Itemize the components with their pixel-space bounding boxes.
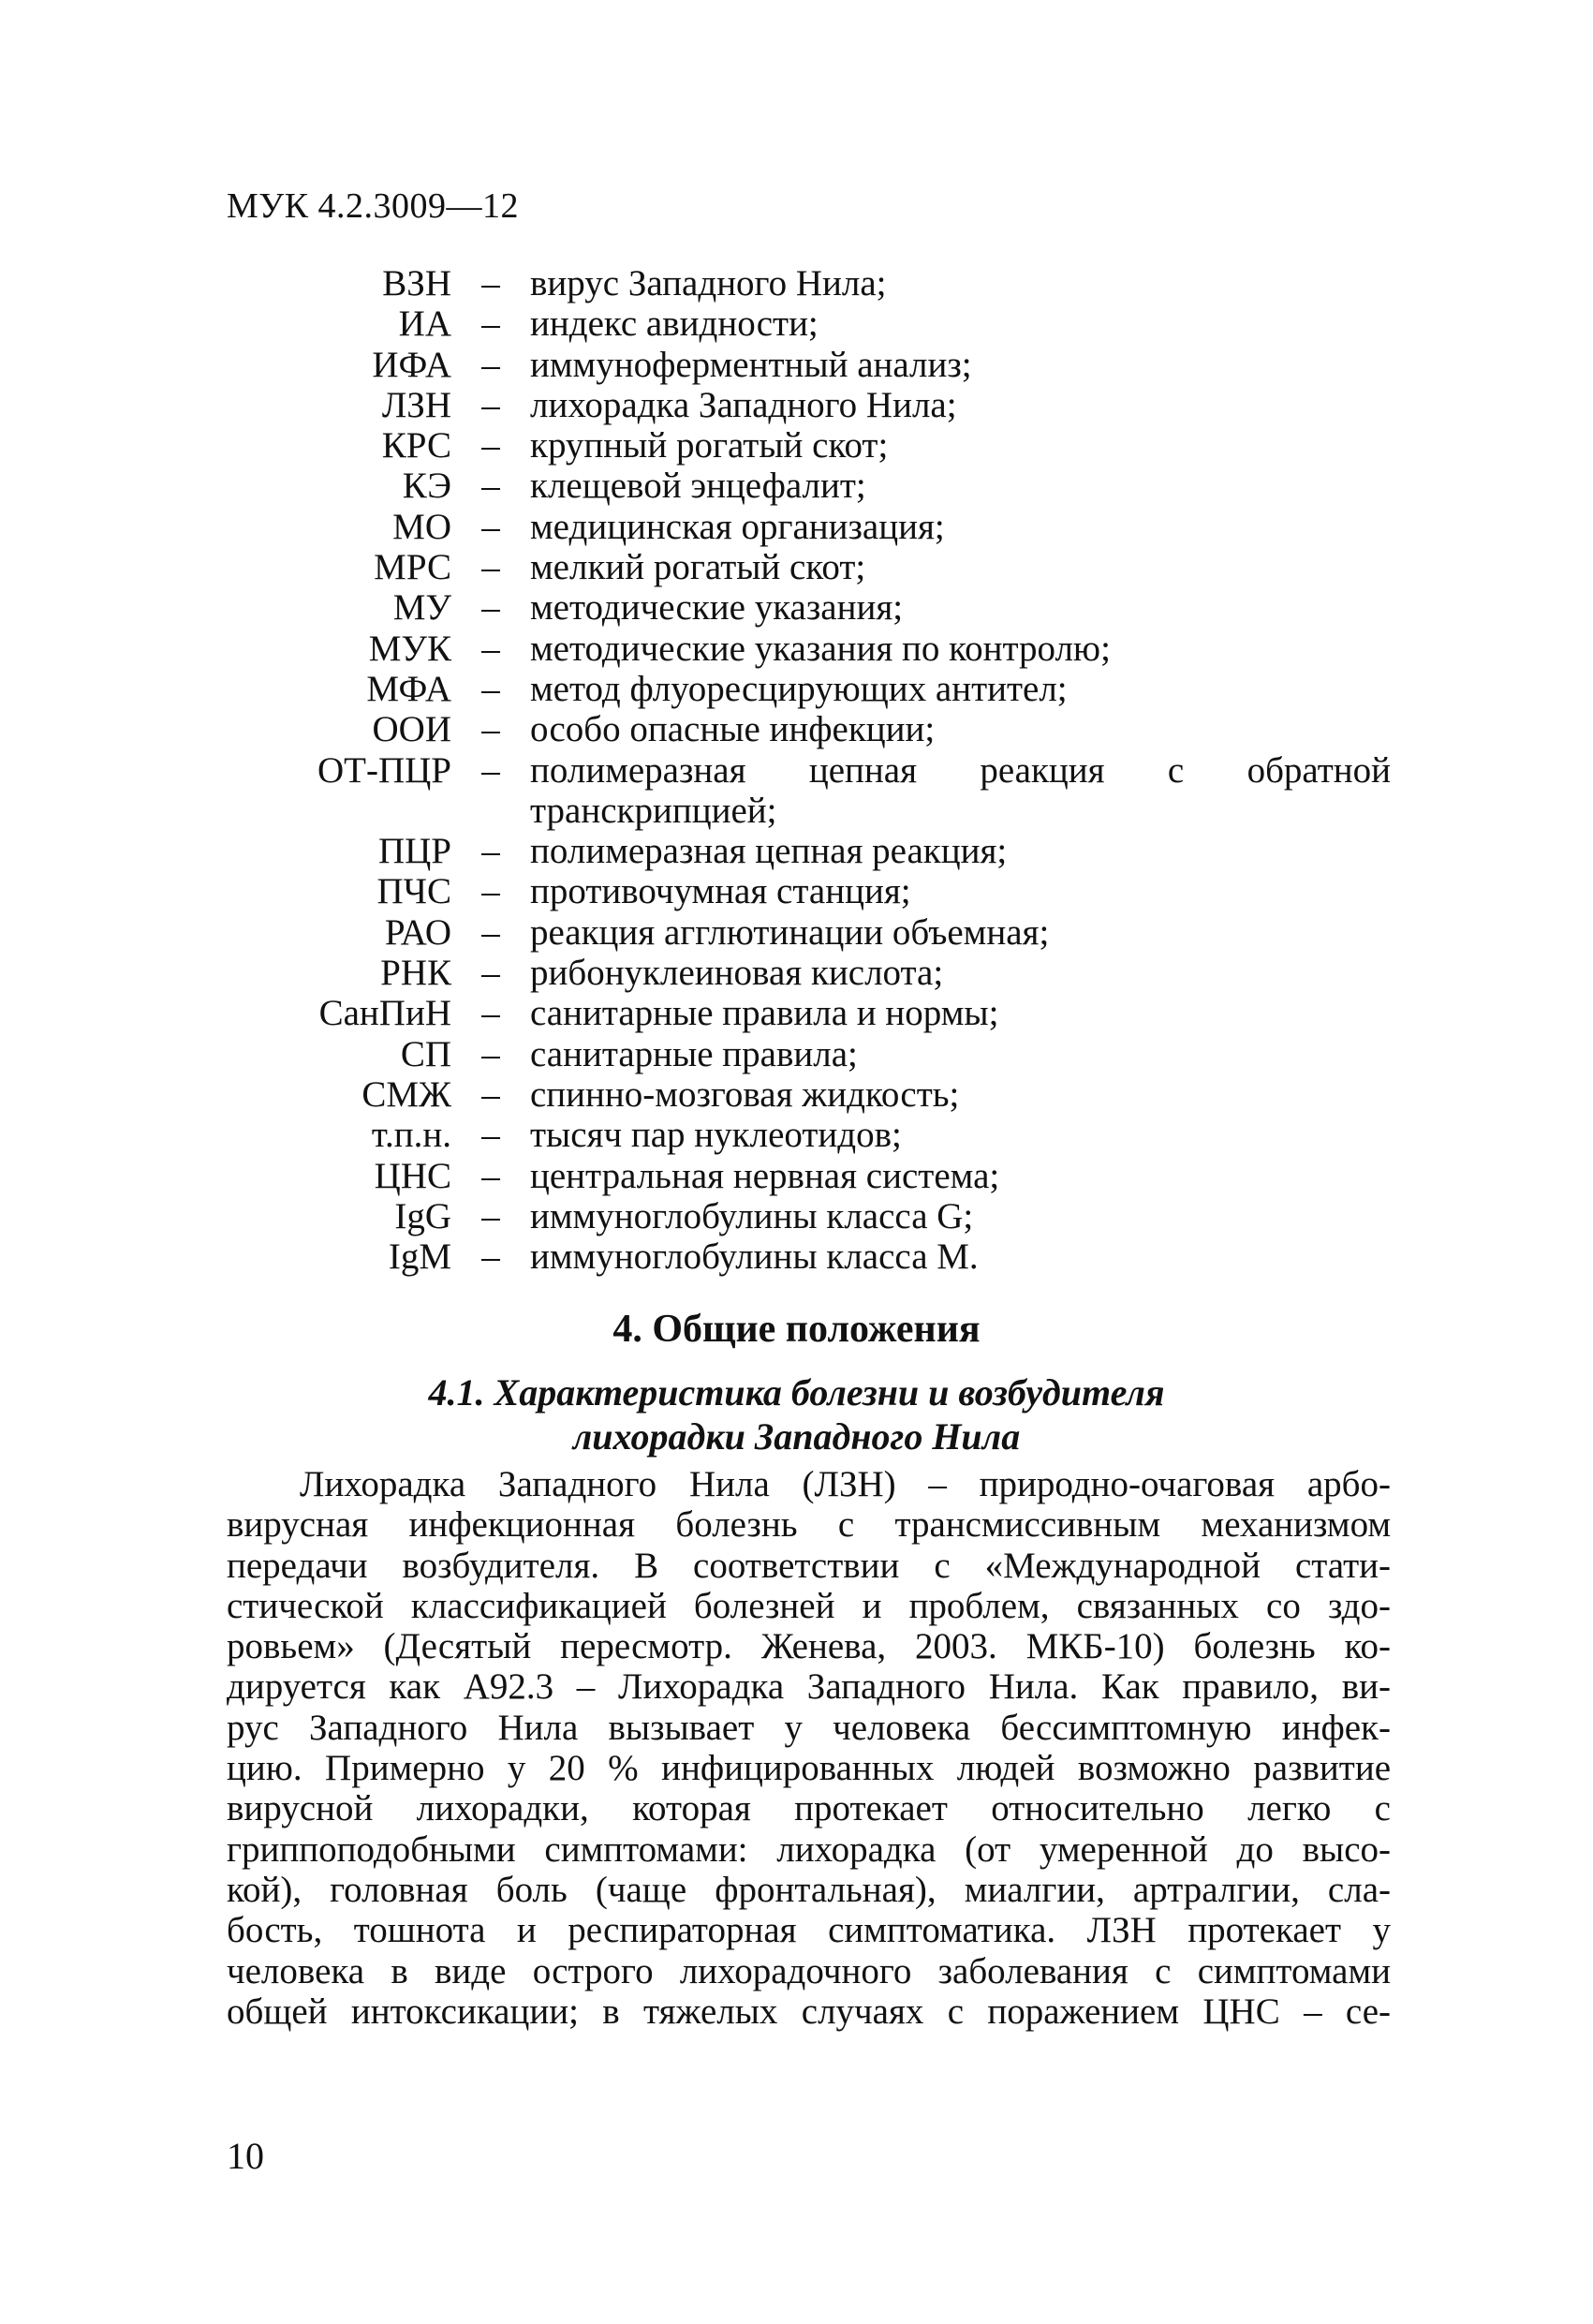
abbreviation-term: т.п.н. [371, 1115, 451, 1156]
abbreviation-row [0, 993, 1593, 1033]
abbreviation-term: СП [400, 1033, 451, 1074]
abbreviation-dash: – [481, 425, 500, 466]
abbreviation-row [0, 709, 1593, 749]
abbreviation-row [0, 1115, 1593, 1155]
abbreviation-definition: лихорадка Западного Нила; [530, 384, 957, 425]
body-text-line: рус Западного Нила вызывает у человека бессимптомную инфек- [227, 1707, 1391, 1748]
abbreviation-dash: – [481, 1195, 500, 1236]
section-title: 4. Общие положения [612, 1308, 981, 1351]
body-text-line: Лихорадка Западного Нила (ЛЗН) – природно-очаговая арбо- [300, 1464, 1391, 1504]
abbreviation-definition: спинно-мозговая жидкость; [530, 1073, 960, 1115]
abbreviation-definition: реакция агглютинации объемная; [530, 911, 1050, 953]
abbreviation-dash: – [481, 911, 500, 953]
body-text-line: цию. Примерно у 20 % инфицированных людей возможно развитие [227, 1748, 1391, 1789]
abbreviation-dash: – [481, 506, 500, 547]
abbreviation-row [0, 425, 1593, 466]
body-text-line: ровьем» (Десятый пересмотр. Женева, 2003. МКБ-10) болезнь ко- [227, 1626, 1391, 1667]
abbreviation-definition: индекс авидности; [530, 303, 819, 345]
abbreviation-definition: мелкий рогатый скот; [530, 547, 866, 588]
abbreviation-definition: противочумная станция; [530, 871, 911, 912]
abbreviation-term: ЦНС [374, 1155, 451, 1196]
abbreviation-definition: иммуноглобулины класса G; [530, 1195, 974, 1236]
abbreviation-definition: санитарные правила; [530, 1033, 858, 1074]
body-text-line: дируется как А92.3 – Лихорадка Западного Нила. Как правило, ви- [227, 1666, 1391, 1708]
abbreviation-term: IgG [394, 1195, 451, 1236]
abbreviation-term: ООИ [372, 709, 451, 750]
abbreviation-dash: – [481, 1155, 500, 1196]
abbreviation-term: МО [392, 506, 451, 547]
abbreviation-dash: – [481, 303, 500, 345]
abbreviation-row [0, 953, 1593, 993]
abbreviation-definition: полимеразная цепная реакция; [530, 831, 1008, 872]
abbreviation-definition: методические указания; [530, 587, 904, 629]
abbreviation-dash: – [481, 668, 500, 709]
abbreviation-dash: – [481, 466, 500, 507]
abbreviation-term: КЭ [402, 466, 451, 507]
body-text-line: человека в виде острого лихорадочного заболевания с симптомами [227, 1950, 1391, 1991]
abbreviation-term: ИА [398, 303, 451, 345]
body-text-line: бость, тошнота и респираторная симптоматика. ЛЗН протекает у [227, 1910, 1391, 1951]
abbreviation-dash: – [481, 1033, 500, 1074]
abbreviation-term: ИФА [372, 344, 451, 385]
abbreviation-term: МРС [374, 547, 451, 588]
abbreviation-row [0, 303, 1593, 344]
body-text-line: стической классификацией болезней и проблем, связанных со здо- [227, 1585, 1391, 1626]
abbreviation-definition: центральная нервная система; [530, 1155, 1000, 1196]
abbreviation-definition: тысяч пар нуклеотидов; [530, 1115, 902, 1156]
abbreviation-row [0, 871, 1593, 911]
abbreviation-definition: методические указания по контролю; [530, 628, 1111, 669]
abbreviation-definition: санитарные правила и нормы; [530, 993, 999, 1034]
abbreviation-row [0, 1074, 1593, 1115]
abbreviation-row [0, 912, 1593, 953]
abbreviation-definition: медицинская организация; [530, 506, 945, 547]
abbreviation-list [0, 263, 1593, 1277]
body-text-line: кой), головная боль (чаще фронтальная), миалгии, артралгии, сла- [227, 1869, 1391, 1910]
abbreviation-term: ОТ-ПЦР [317, 749, 451, 791]
abbreviation-row [0, 507, 1593, 547]
body-text-line: гриппоподобными симптомами: лихорадка (от умеренной до высо- [227, 1828, 1391, 1870]
subsection-title-line-1: 4.1. Характеристика болезни и возбудителя [428, 1371, 1165, 1414]
body-text-line: общей интоксикации; в тяжелых случаях с поражением ЦНС – се- [227, 1991, 1391, 2032]
body-text-line: вирусная инфекционная болезнь с трансмиссивным механизмом [227, 1504, 1391, 1546]
abbreviation-term: IgM [388, 1236, 451, 1278]
page-number: 10 [227, 2135, 264, 2177]
abbreviation-row [0, 587, 1593, 628]
body-text-line: вирусной лихорадки, которая протекает относительно легко с [227, 1788, 1391, 1829]
document-code-header: МУК 4.2.3009—12 [227, 186, 520, 226]
abbreviation-term: ПЦР [377, 831, 451, 872]
abbreviation-row [0, 466, 1593, 506]
abbreviation-definition: иммуноферментный анализ; [530, 344, 972, 385]
body-paragraph [227, 1464, 1391, 2032]
abbreviation-dash: – [481, 749, 500, 791]
abbreviation-definition: клещевой энцефалит; [530, 466, 866, 507]
abbreviation-dash: – [481, 709, 500, 750]
abbreviation-definition: вирус Западного Нила; [530, 263, 887, 303]
abbreviation-row [0, 1156, 1593, 1196]
abbreviation-dash: – [481, 831, 500, 872]
abbreviation-dash: – [481, 263, 500, 303]
abbreviation-row [0, 1196, 1593, 1236]
abbreviation-dash: – [481, 628, 500, 669]
abbreviation-definition: полимеразная цепная реакция с обратной транскрипцией; [530, 749, 1391, 831]
abbreviation-term: РНК [380, 953, 451, 994]
abbreviation-row [0, 831, 1593, 871]
abbreviation-row [0, 547, 1593, 587]
abbreviation-dash: – [481, 953, 500, 994]
abbreviation-dash: – [481, 547, 500, 588]
subsection-title [0, 1370, 1593, 1458]
abbreviation-row [0, 1236, 1593, 1277]
subsection-title-line-2: лихорадки Западного Нила [572, 1415, 1021, 1458]
abbreviation-row [0, 750, 1593, 832]
abbreviation-definition: рибонуклеиновая кислота; [530, 953, 944, 994]
abbreviation-dash: – [481, 1115, 500, 1156]
abbreviation-dash: – [481, 384, 500, 425]
abbreviation-term: МУ [392, 587, 451, 629]
abbreviation-row [0, 263, 1593, 303]
abbreviation-dash: – [481, 871, 500, 912]
abbreviation-term: ПЧС [376, 871, 451, 912]
abbreviation-definition: метод флуоресцирующих антител; [530, 668, 1068, 709]
abbreviation-dash: – [481, 993, 500, 1034]
abbreviation-dash: – [481, 344, 500, 385]
abbreviation-term: СМЖ [361, 1073, 451, 1115]
abbreviation-row [0, 1034, 1593, 1074]
abbreviation-dash: – [481, 1236, 500, 1278]
abbreviation-row [0, 385, 1593, 425]
abbreviation-term: СанПиН [318, 993, 451, 1034]
abbreviation-dash: – [481, 587, 500, 629]
abbreviation-definition: иммуноглобулины класса M. [530, 1236, 979, 1278]
abbreviation-term: РАО [384, 911, 451, 953]
abbreviation-term: МУК [368, 628, 451, 669]
abbreviation-term: ЛЗН [381, 384, 451, 425]
abbreviation-row [0, 669, 1593, 709]
abbreviation-definition: крупный рогатый скот; [530, 425, 889, 466]
abbreviation-dash: – [481, 1073, 500, 1115]
body-text-line: передачи возбудителя. В соответствии с «Международной стати- [227, 1545, 1391, 1586]
abbreviation-term: КРС [381, 425, 451, 466]
abbreviation-row [0, 629, 1593, 669]
abbreviation-term: ВЗН [382, 263, 451, 303]
abbreviation-term: МФА [366, 668, 451, 709]
abbreviation-definition: особо опасные инфекции; [530, 709, 936, 750]
abbreviation-row [0, 345, 1593, 385]
